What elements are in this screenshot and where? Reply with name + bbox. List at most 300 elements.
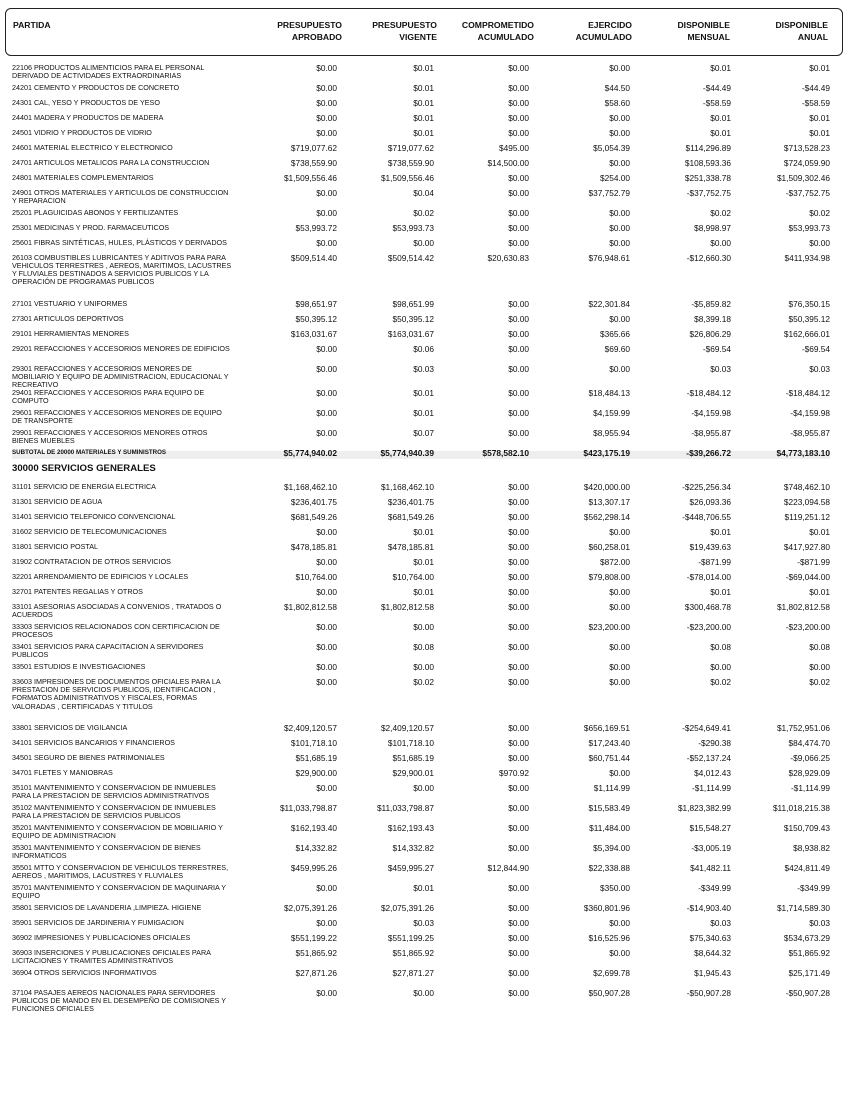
amount-cell: $0.00 (413, 988, 434, 999)
amount-cell: $51,865.92 (295, 948, 337, 959)
amount-cell: $5,774,940.02 (240, 449, 337, 461)
amount-cell: $0.00 (508, 314, 529, 324)
partida-cell: 37104 PASAJES AEREOS NACIONALES PARA SERVIDORES PUBLICOS DE MANDO EN EL DESEMPEÑO DE COMISIONES Y FUNCIONES OFICIALES (12, 988, 226, 1014)
amount-cell: $1,714,589.30 (776, 903, 830, 914)
table-row (12, 330, 830, 345)
partida-cell: 33401 SERVICIOS PARA CAPACITACION A SERVIDORES PUBLICOS (12, 642, 204, 660)
amount-cell: $251,338.78 (684, 173, 731, 183)
partida-cell: 24201 CEMENTO Y PRODUCTOS DE CONCRETO (12, 83, 180, 92)
table-row (12, 769, 830, 784)
amount-cell: $0.00 (508, 113, 529, 123)
table-row (12, 949, 830, 969)
table-row (12, 919, 830, 934)
amount-cell: $0.00 (316, 344, 337, 354)
amount-cell: $872.00 (600, 557, 630, 568)
amount-cell: $0.01 (710, 527, 731, 538)
amount-cell: $0.00 (508, 329, 529, 339)
table-row (12, 189, 830, 209)
amount-cell: $101,718.10 (290, 738, 337, 749)
amount-cell: $4,159.99 (593, 408, 630, 419)
amount-cell: $162,193.43 (387, 823, 434, 834)
amount-cell: $0.00 (508, 557, 529, 568)
amount-cell: $0.00 (508, 803, 529, 814)
table-row (12, 129, 830, 144)
table-row (12, 724, 830, 739)
table-row (12, 64, 830, 84)
amount-cell: $0.00 (508, 364, 529, 374)
header-disponible-mensual: DISPONIBLE MENSUAL (677, 20, 730, 42)
amount-cell: $44.50 (604, 83, 630, 93)
amount-cell: -$3,005.19 (691, 843, 731, 854)
table-row (12, 159, 830, 174)
amount-cell: $0.00 (508, 63, 529, 73)
amount-cell (731, 461, 830, 483)
partida-cell: 31902 CONTRATACION DE OTROS SERVICIOS (12, 557, 171, 567)
amount-cell: $98,651.97 (295, 299, 337, 309)
amount-cell: $8,998.97 (694, 223, 731, 233)
amount-cell: $0.02 (710, 208, 731, 218)
amount-cell: $478,185.81 (290, 542, 337, 553)
amount-cell: $0.00 (508, 428, 529, 439)
table-row (12, 224, 830, 239)
amount-cell: $360,801.96 (583, 903, 630, 914)
budget-table (12, 64, 830, 1027)
amount-cell: -$1,114.99 (790, 783, 830, 794)
amount-cell: $0.00 (508, 497, 529, 508)
amount-cell: $534,673.29 (783, 933, 830, 944)
amount-cell: $411,934.98 (784, 253, 830, 263)
amount-cell: $0.00 (508, 572, 529, 583)
amount-cell: $970.92 (499, 768, 529, 779)
amount-cell: -$8,955.87 (790, 428, 830, 439)
amount-cell: -$58.59 (702, 98, 731, 108)
partida-cell: 31101 SERVICIO DE ENERGIA ELECTRICA (12, 482, 156, 492)
amount-cell (240, 461, 337, 483)
amount-cell: $76,350.15 (788, 299, 830, 309)
amount-cell: $0.02 (413, 677, 434, 688)
amount-cell: $0.01 (413, 527, 434, 538)
amount-cell: $0.00 (508, 823, 529, 834)
amount-cell: $4,773,183.10 (731, 449, 830, 461)
amount-cell: $509,514.40 (290, 253, 337, 263)
amount-cell: $5,054.39 (593, 143, 630, 153)
amount-cell: $10,764.00 (295, 572, 337, 583)
table-row (12, 784, 830, 804)
amount-cell: $0.01 (413, 408, 434, 419)
amount-cell: $738,559.90 (387, 158, 434, 168)
amount-cell: $738,559.90 (290, 158, 337, 168)
amount-cell: $119,251.12 (784, 512, 830, 523)
amount-cell: $11,033,798.87 (376, 803, 434, 814)
amount-cell: $0.01 (413, 128, 434, 138)
amount-cell: $0.03 (809, 918, 830, 929)
partida-cell: 36902 IMPRESIONES Y PUBLICACIONES OFICIALES (12, 933, 191, 943)
table-row (12, 513, 830, 528)
amount-cell: -$69.54 (702, 344, 731, 354)
amount-cell: $8,938.82 (793, 843, 830, 854)
amount-cell: $0.01 (413, 557, 434, 568)
amount-cell: $0.00 (316, 408, 337, 419)
amount-cell: $11,033,798.87 (279, 803, 337, 814)
amount-cell: $0.00 (316, 677, 337, 688)
amount-cell: $53,993.72 (295, 223, 337, 233)
amount-cell: $0.00 (316, 557, 337, 568)
amount-cell: $0.00 (316, 918, 337, 929)
partida-cell: 36904 OTROS SERVICIOS INFORMATIVOS (12, 968, 157, 978)
amount-cell: $551,199.25 (387, 933, 434, 944)
partida-cell: 25201 PLAGUICIDAS ABONOS Y FERTILIZANTES (12, 208, 179, 217)
partida-cell: 34101 SERVICIOS BANCARIOS Y FINANCIEROS (12, 738, 175, 748)
amount-cell: $163,031.67 (387, 329, 434, 339)
amount-cell: $53,993.73 (788, 223, 830, 233)
amount-cell: $0.00 (508, 542, 529, 553)
partida-cell: 35801 SERVICIOS DE LAVANDERIA ,LIMPIEZA. HIGIENE (12, 903, 202, 913)
amount-cell: $16,525.96 (588, 933, 630, 944)
amount-cell: $50,395.12 (392, 314, 434, 324)
amount-cell: $50,395.12 (788, 314, 830, 324)
table-row (12, 300, 830, 315)
amount-cell: $300,468.78 (684, 602, 731, 613)
amount-cell: $101,718.10 (387, 738, 434, 749)
table-row (12, 114, 830, 129)
amount-cell: -$23,200.00 (785, 622, 830, 633)
amount-cell: $1,509,556.46 (380, 173, 434, 183)
amount-cell: $478,185.81 (387, 542, 434, 553)
amount-cell: $14,332.82 (392, 843, 434, 854)
amount-cell: -$18,484.12 (686, 388, 731, 399)
partida-cell: 25301 MEDICINAS Y PROD. FARMACEUTICOS (12, 223, 170, 232)
amount-cell: $719,077.62 (387, 143, 434, 153)
amount-cell: $0.00 (609, 364, 630, 374)
amount-cell: -$50,907.28 (686, 988, 731, 999)
table-row (12, 543, 830, 558)
amount-cell: $0.01 (710, 113, 731, 123)
table-header (5, 8, 843, 56)
partida-cell: 31801 SERVICIO POSTAL (12, 542, 99, 552)
amount-cell: $8,955.94 (593, 428, 630, 439)
amount-cell: $18,484.13 (588, 388, 630, 399)
amount-cell: $495.00 (499, 143, 529, 153)
amount-cell: $60,258.01 (588, 542, 630, 553)
amount-cell: -$50,907.28 (785, 988, 830, 999)
amount-cell: $14,500.00 (487, 158, 529, 168)
amount-cell: $2,409,120.57 (283, 723, 337, 734)
amount-cell: -$12,660.30 (686, 253, 731, 263)
amount-cell: $108,593.36 (684, 158, 731, 168)
amount-cell: -$69,044.00 (785, 572, 830, 583)
amount-cell: $76,948.61 (588, 253, 630, 263)
amount-cell: $0.01 (413, 587, 434, 598)
header-presupuesto-vigente: PRESUPUESTO VIGENTE (372, 20, 437, 42)
table-row (12, 498, 830, 513)
amount-cell: $0.00 (508, 299, 529, 309)
header-disponible-anual: DISPONIBLE ANUAL (775, 20, 828, 42)
amount-cell: $0.00 (316, 98, 337, 108)
amount-cell: $14,332.82 (295, 843, 337, 854)
amount-cell: $0.00 (609, 158, 630, 168)
amount-cell: $0.03 (413, 918, 434, 929)
amount-cell: $0.00 (508, 602, 529, 613)
amount-cell: $0.08 (809, 642, 830, 653)
table-row (12, 409, 830, 429)
partida-cell: 26103 COMBUSTIBLES LUBRICANTES Y ADITIVOS PARA PARA VEHICULOS TERRESTRES , AEREOS, MARITIMOS, LACUSTRES Y FLUVIALES DESTINADOS A SERVICIOS PUBLICOS Y LA OPERACIÓN DE PROGRAMAS PUBLICOS (12, 253, 232, 287)
table-row (12, 99, 830, 114)
amount-cell: $0.00 (508, 948, 529, 959)
amount-cell: $0.01 (710, 128, 731, 138)
amount-cell: $162,193.40 (290, 823, 337, 834)
amount-cell: -$448,706.55 (682, 512, 731, 523)
amount-cell: $0.00 (609, 948, 630, 959)
amount-cell: $15,583.49 (588, 803, 630, 814)
amount-cell: $1,802,812.58 (283, 602, 337, 613)
amount-cell: $0.00 (508, 238, 529, 248)
amount-cell: $29,900.00 (295, 768, 337, 779)
amount-cell: $0.04 (413, 188, 434, 198)
amount-cell: $0.01 (710, 587, 731, 598)
table-row (12, 209, 830, 224)
partida-cell: 32201 ARRENDAMIENTO DE EDIFICIOS Y LOCALES (12, 572, 189, 582)
amount-cell: $13,307.17 (588, 497, 630, 508)
amount-cell: $0.00 (316, 238, 337, 248)
amount-cell: -$44.49 (801, 83, 830, 93)
amount-cell: $0.00 (609, 642, 630, 653)
amount-cell: $551,199.22 (290, 933, 337, 944)
amount-cell: -$871.99 (698, 557, 731, 568)
amount-cell: $0.03 (710, 364, 731, 374)
amount-cell: -$37,752.75 (785, 188, 830, 198)
partida-cell: 24601 MATERIAL ELECTRICO Y ELECTRONICO (12, 143, 173, 152)
amount-cell: $459,995.27 (387, 863, 434, 874)
amount-cell: $0.02 (413, 208, 434, 218)
table-row (12, 934, 830, 949)
amount-cell: $0.00 (809, 238, 830, 248)
amount-cell: $0.00 (508, 918, 529, 929)
amount-cell: $0.00 (508, 738, 529, 749)
amount-cell: $578,582.10 (434, 449, 529, 461)
amount-cell: $0.00 (609, 223, 630, 233)
amount-cell: $1,823,382.99 (677, 803, 731, 814)
amount-cell: $0.00 (316, 113, 337, 123)
amount-cell: $0.00 (609, 677, 630, 688)
amount-cell: $0.00 (609, 63, 630, 73)
amount-cell: $0.00 (508, 723, 529, 734)
amount-cell: $0.00 (609, 113, 630, 123)
amount-cell: $0.01 (809, 128, 830, 138)
amount-cell: $1,945.43 (694, 968, 731, 979)
amount-cell: $0.00 (316, 83, 337, 93)
amount-cell: $1,802,812.58 (776, 602, 830, 613)
amount-cell: $1,802,812.58 (380, 602, 434, 613)
amount-cell: $37,752.79 (588, 188, 630, 198)
amount-cell: $0.00 (508, 223, 529, 233)
amount-cell: $509,514.42 (387, 253, 434, 263)
amount-cell: $0.00 (508, 512, 529, 523)
partida-cell: 29401 REFACCIONES Y ACCESORIOS PARA EQUIPO DE COMPUTO (12, 388, 205, 406)
amount-cell: $0.03 (710, 918, 731, 929)
amount-cell: $0.00 (316, 63, 337, 73)
partida-cell: 29901 REFACCIONES Y ACCESORIOS MENORES OTROS BIENES MUEBLES (12, 428, 208, 446)
amount-cell: $51,865.92 (788, 948, 830, 959)
amount-cell: $17,243.40 (588, 738, 630, 749)
amount-cell (630, 461, 731, 483)
amount-cell: $424,811.49 (784, 863, 830, 874)
amount-cell: $724,059.90 (783, 158, 830, 168)
amount-cell: $4,012.43 (694, 768, 731, 779)
amount-cell: -$23,200.00 (686, 622, 731, 633)
amount-cell: $0.00 (508, 933, 529, 944)
amount-cell: $0.00 (609, 587, 630, 598)
amount-cell: $26,093.36 (689, 497, 731, 508)
amount-cell: -$4,159.98 (691, 408, 731, 419)
partida-cell: 33101 ASESORIAS ASOCIADAS A CONVENIOS , TRATADOS O ACUERDOS (12, 602, 222, 620)
header-presupuesto-aprobado: PRESUPUESTO APROBADO (277, 20, 342, 42)
table-row (12, 969, 830, 989)
header-partida: PARTIDA (13, 20, 51, 30)
partida-cell: 30000 SERVICIOS GENERALES (12, 463, 156, 475)
table-row (12, 603, 830, 623)
amount-cell: $0.00 (316, 388, 337, 399)
header-ejercido-acumulado: EJERCIDO ACUMULADO (575, 20, 632, 42)
amount-cell: -$9,066.25 (790, 753, 830, 764)
partida-cell: 24301 CAL, YESO Y PRODUCTOS DE YESO (12, 98, 160, 107)
amount-cell: $0.00 (508, 753, 529, 764)
amount-cell: $656,169.51 (583, 723, 630, 734)
amount-cell: -$69.54 (801, 344, 830, 354)
table-row (12, 254, 830, 300)
partida-cell: 35301 MANTENIMIENTO Y CONSERVACION DE BIENES INFORMATICOS (12, 843, 201, 861)
amount-cell: $0.00 (508, 83, 529, 93)
amount-cell: $0.00 (316, 428, 337, 439)
amount-cell: $719,077.62 (290, 143, 337, 153)
amount-cell: $0.00 (508, 988, 529, 999)
amount-cell: $84,474.70 (788, 738, 830, 749)
amount-cell: $0.00 (609, 128, 630, 138)
table-row (12, 588, 830, 603)
amount-cell: -$254,649.41 (682, 723, 731, 734)
amount-cell: $0.00 (508, 968, 529, 979)
amount-cell: $0.01 (413, 83, 434, 93)
amount-cell: $0.00 (413, 622, 434, 633)
table-row (12, 663, 830, 678)
amount-cell: $0.00 (609, 602, 630, 613)
amount-cell: $0.08 (413, 642, 434, 653)
amount-cell: $0.00 (508, 128, 529, 138)
amount-cell: $1,114.99 (593, 783, 630, 794)
table-row (12, 884, 830, 904)
amount-cell: $0.00 (508, 662, 529, 673)
amount-cell (434, 461, 529, 483)
amount-cell: $0.00 (508, 622, 529, 633)
amount-cell: -$349.99 (698, 883, 731, 894)
amount-cell: $22,301.84 (588, 299, 630, 309)
partida-cell: 35201 MANTENIMIENTO Y CONSERVACION DE MOBILIARIO Y EQUIPO DE ADMINISTRACION (12, 823, 223, 841)
amount-cell: $22,338.88 (588, 863, 630, 874)
partida-cell: 34701 FLETES Y MANIOBRAS (12, 768, 113, 778)
amount-cell: $0.00 (316, 364, 337, 374)
amount-cell: $0.01 (413, 113, 434, 123)
amount-cell: $0.00 (710, 238, 731, 248)
amount-cell: $0.00 (413, 662, 434, 673)
table-row (12, 754, 830, 769)
amount-cell: $0.00 (508, 173, 529, 183)
amount-cell: $0.00 (508, 843, 529, 854)
amount-cell: $0.02 (809, 677, 830, 688)
amount-cell: $29,900.01 (392, 768, 434, 779)
amount-cell (529, 461, 630, 483)
amount-cell: $0.01 (413, 883, 434, 894)
amount-cell: $0.00 (508, 587, 529, 598)
amount-cell: $114,296.89 (685, 143, 731, 153)
amount-cell: $19,439.63 (689, 542, 731, 553)
amount-cell: $1,509,302.46 (776, 173, 830, 183)
table-row (12, 623, 830, 643)
table-row (12, 739, 830, 754)
amount-cell: $28,929.09 (788, 768, 830, 779)
amount-cell: $0.00 (508, 903, 529, 914)
amount-cell: -$52,137.24 (686, 753, 731, 764)
partida-cell: 24901 OTROS MATERIALES Y ARTICULOS DE CONSTRUCCION Y REPARACION (12, 188, 229, 206)
amount-cell: -$8,955.87 (691, 428, 731, 439)
amount-cell: $236,401.75 (387, 497, 434, 508)
table-row (12, 989, 830, 1027)
amount-cell: $0.08 (710, 642, 731, 653)
table-row (12, 174, 830, 189)
amount-cell: $0.00 (609, 662, 630, 673)
amount-cell: $5,394.00 (593, 843, 630, 854)
partida-cell: 31301 SERVICIO DE AGUA (12, 497, 103, 507)
partida-cell: 35102 MANTENIMIENTO Y CONSERVACION DE INMUEBLES PARA LA PRESTACION DE SERVICIOS PUBLICOS (12, 803, 216, 821)
partida-cell: 35501 MTTO Y CONSERVACION DE VEHICULOS TERRESTRES, AEREOS , MARITIMOS, LACUSTRES Y FLUVIALES (12, 863, 229, 881)
partida-cell: 29201 REFACCIONES Y ACCESORIOS MENORES DE EDIFICIOS (12, 344, 230, 353)
table-row (12, 528, 830, 543)
amount-cell: $748,462.10 (783, 482, 830, 493)
amount-cell: $0.00 (316, 883, 337, 894)
section-heading-row (12, 461, 830, 483)
amount-cell: $0.00 (609, 238, 630, 248)
table-row (12, 84, 830, 99)
table-row (12, 239, 830, 254)
amount-cell: $79,808.00 (588, 572, 630, 583)
partida-cell: 31602 SERVICIO DE TELECOMUNICACIONES (12, 527, 167, 537)
amount-cell: $1,752,951.06 (776, 723, 830, 734)
partida-cell: 34501 SEGURO DE BIENES PATRIMONIALES (12, 753, 165, 763)
table-row (12, 643, 830, 663)
amount-cell: $60,751.44 (588, 753, 630, 764)
amount-cell: $0.00 (508, 642, 529, 653)
amount-cell: $0.01 (809, 113, 830, 123)
amount-cell: $713,528.23 (783, 143, 830, 153)
amount-cell: -$4,159.98 (790, 408, 830, 419)
amount-cell: $681,549.26 (290, 512, 337, 523)
amount-cell: $350.00 (600, 883, 630, 894)
amount-cell: $27,871.26 (295, 968, 337, 979)
amount-cell: -$5,859.82 (691, 299, 731, 309)
amount-cell: $0.01 (809, 587, 830, 598)
amount-cell: -$37,752.75 (686, 188, 731, 198)
amount-cell: $0.00 (609, 918, 630, 929)
amount-cell: $0.00 (508, 783, 529, 794)
amount-cell: $12,844.90 (487, 863, 529, 874)
amount-cell: $23,200.00 (588, 622, 630, 633)
amount-cell: $0.00 (609, 527, 630, 538)
amount-cell: $236,401.75 (290, 497, 337, 508)
table-row (12, 144, 830, 159)
table-row (12, 365, 830, 389)
amount-cell: $0.01 (710, 63, 731, 73)
table-row (12, 558, 830, 573)
amount-cell: $0.00 (316, 622, 337, 633)
amount-cell: -$58.59 (801, 98, 830, 108)
